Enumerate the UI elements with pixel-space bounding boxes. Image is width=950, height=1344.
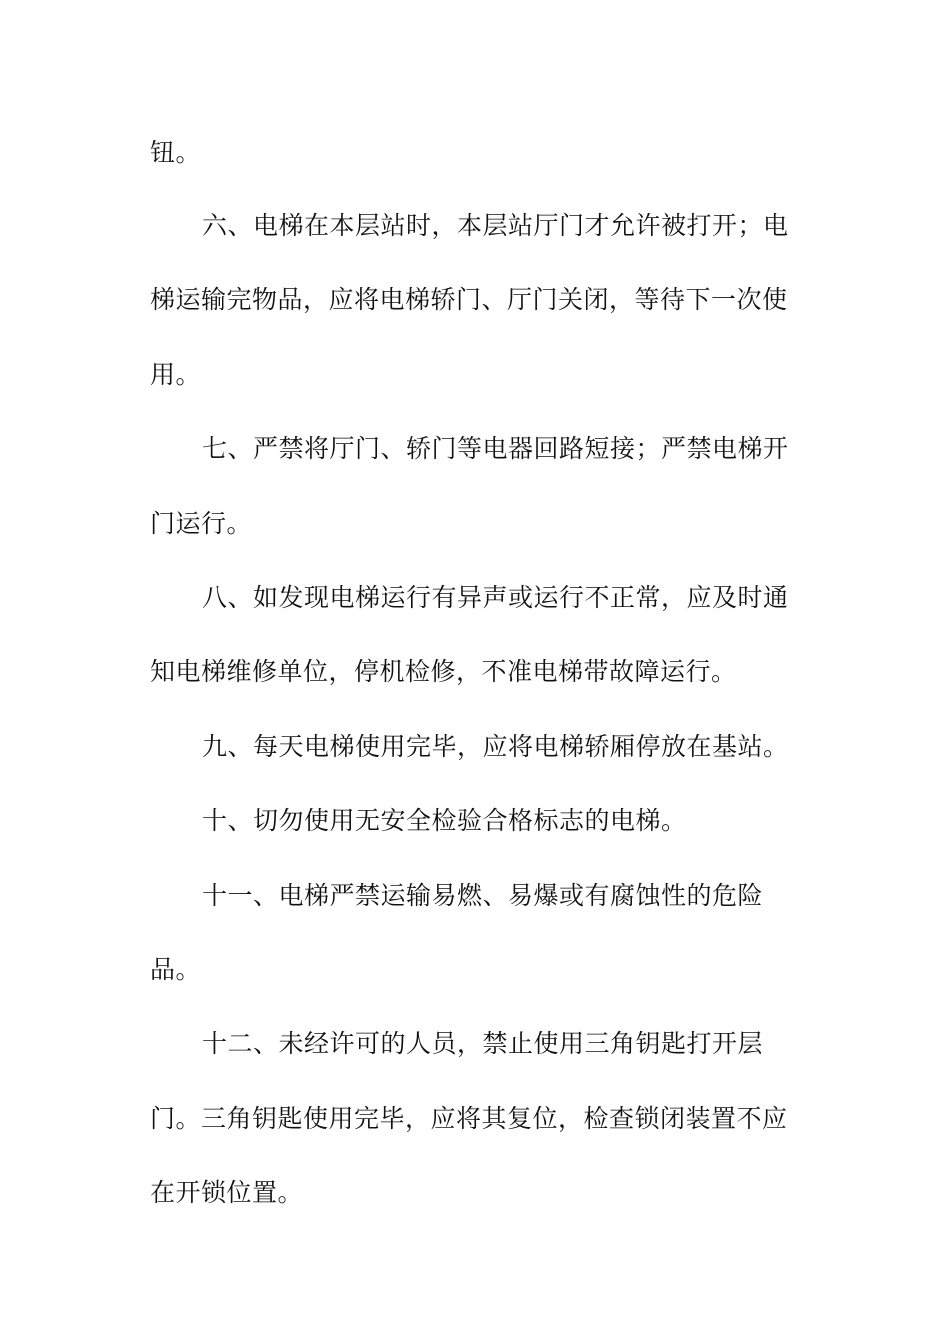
text-line: 十一、电梯严禁运输易燃、易爆或有腐蚀性的危险	[202, 881, 764, 910]
text-line: 八、如发现电梯运行有异声或运行不正常，应及时通	[202, 583, 789, 612]
text-line: 十二、未经许可的人员，禁止使用三角钥匙打开层	[202, 1029, 764, 1058]
text-line: 九、每天电梯使用完毕，应将电梯轿厢停放在基站。	[202, 732, 789, 761]
text-line: 知电梯维修单位，停机检修，不准电梯带故障运行。	[150, 657, 737, 686]
text-line: 品。	[150, 955, 202, 984]
text-line: 用。	[150, 360, 202, 389]
text-line: 六、电梯在本层站时，本层站厅门才允许被打开；电	[202, 211, 789, 240]
text-line: 十、切勿使用无安全检验合格标志的电梯。	[202, 806, 687, 835]
text-line: 梯运输完物品，应将电梯轿门、厅门关闭，等待下一次使	[150, 285, 788, 314]
text-line: 在开锁位置。	[150, 1178, 304, 1207]
text-line: 门运行。	[150, 509, 253, 538]
text-line: 门。三角钥匙使用完毕，应将其复位，检查锁闭装置不应	[150, 1104, 788, 1133]
text-line: 七、严禁将厅门、轿门等电器回路短接；严禁电梯开	[202, 434, 789, 463]
text-line: 钮。	[150, 138, 202, 167]
